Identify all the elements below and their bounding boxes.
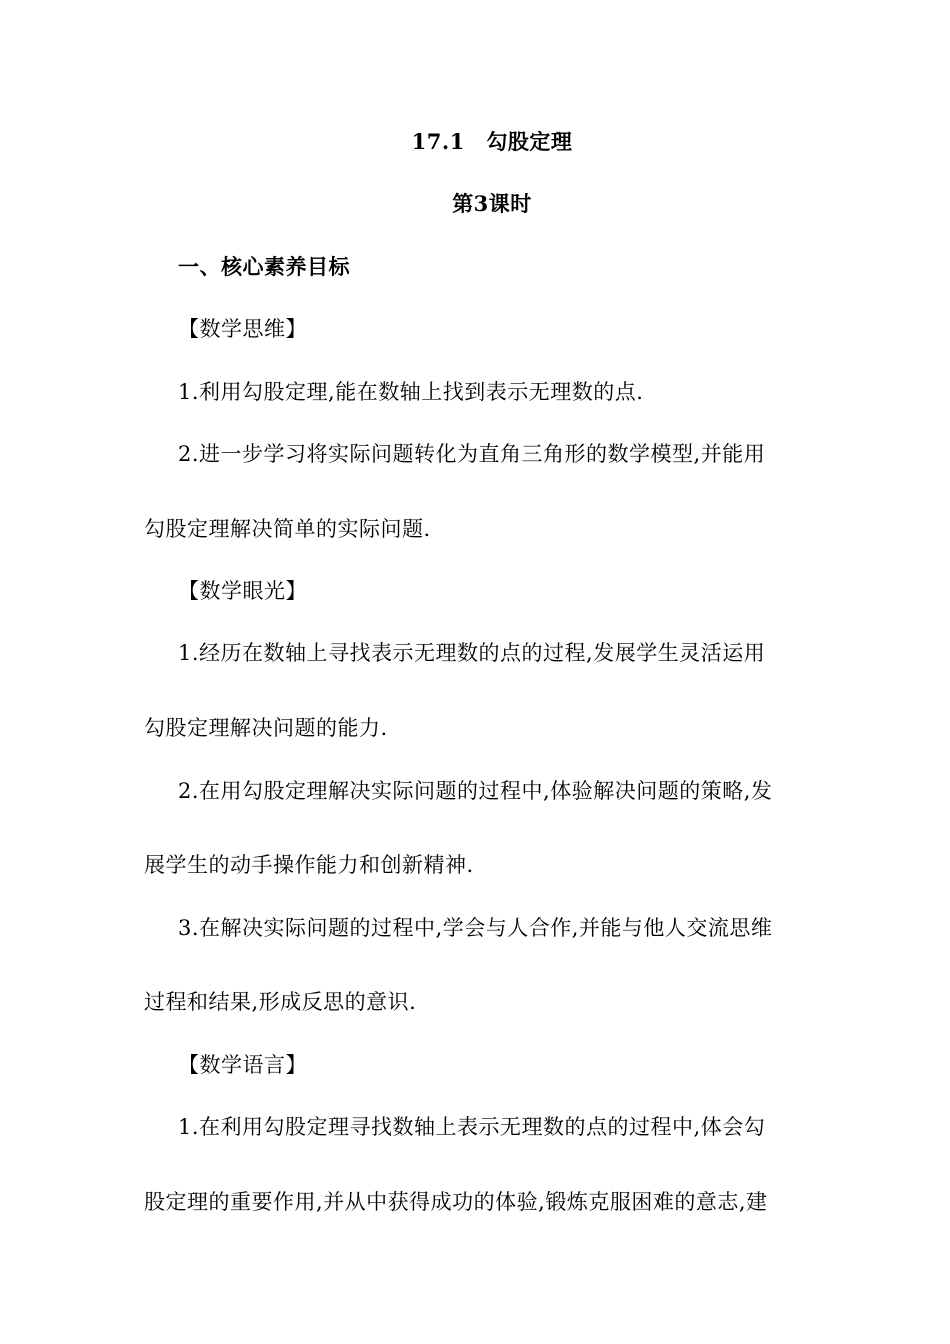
section-heading: 一、核心素养目标 — [178, 254, 350, 279]
paragraph-line: 展学生的动手操作能力和创新精神. — [144, 853, 474, 877]
paragraph-line: 1.利用勾股定理,能在数轴上找到表示无理数的点. — [178, 380, 644, 404]
paragraph-line: 勾股定理解决问题的能力. — [144, 716, 388, 740]
paragraph-line: 过程和结果,形成反思的意识. — [144, 990, 417, 1014]
subsection-heading-language: 【数学语言】 — [178, 1053, 307, 1077]
document-title: 17.1 勾股定理 — [411, 129, 573, 154]
paragraph-line: 股定理的重要作用,并从中获得成功的体验,锻炼克服困难的意志,建 — [144, 1190, 768, 1214]
paragraph-line: 3.在解决实际问题的过程中,学会与人合作,并能与他人交流思维 — [178, 916, 773, 940]
document-subtitle: 第3课时 — [452, 191, 532, 216]
paragraph-line: 1.经历在数轴上寻找表示无理数的点的过程,发展学生灵活运用 — [178, 641, 766, 665]
subsection-heading-vision: 【数学眼光】 — [178, 579, 307, 603]
paragraph-line: 2.进一步学习将实际问题转化为直角三角形的数学模型,并能用 — [178, 442, 766, 466]
paragraph-line: 2.在用勾股定理解决实际问题的过程中,体验解决问题的策略,发 — [178, 779, 773, 803]
paragraph-line: 勾股定理解决简单的实际问题. — [144, 517, 431, 541]
subsection-heading-thinking: 【数学思维】 — [178, 317, 307, 341]
paragraph-line: 1.在利用勾股定理寻找数轴上表示无理数的点的过程中,体会勾 — [178, 1115, 766, 1139]
